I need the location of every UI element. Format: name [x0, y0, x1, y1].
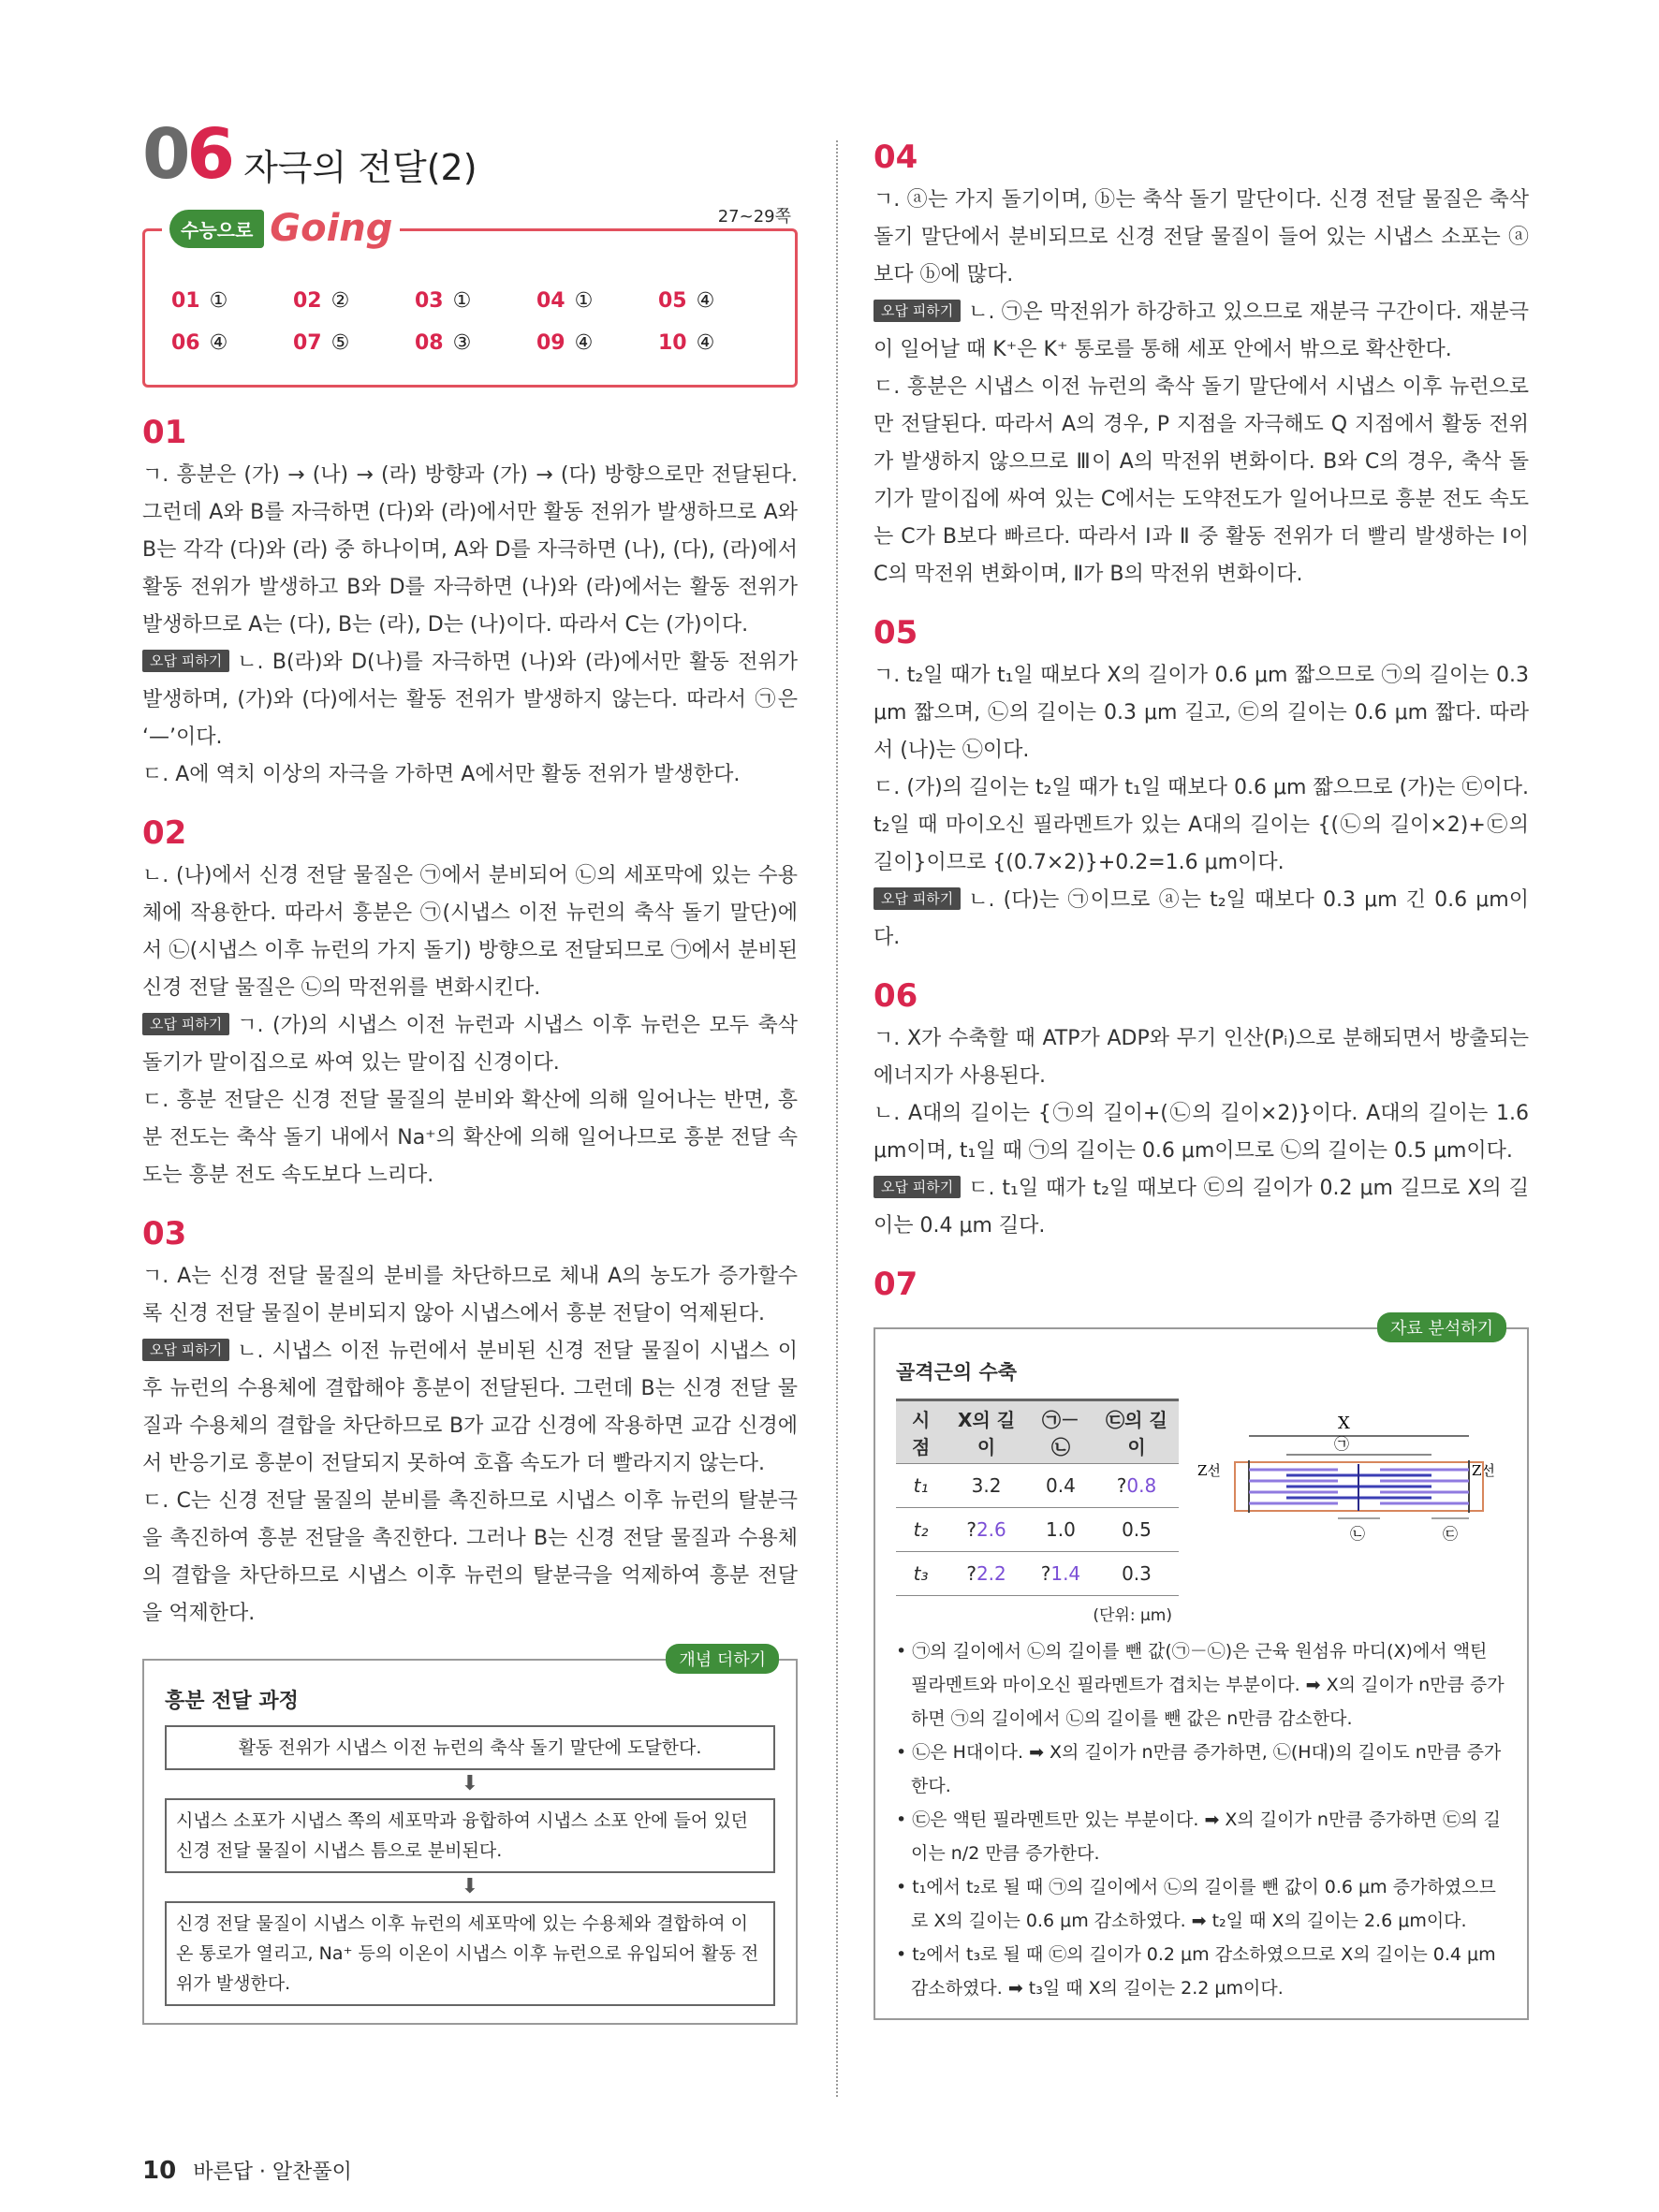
table-header: X의 길이 [946, 1400, 1027, 1464]
question-07: 07 자료 분석하기 골격근의 수축 시점 X의 길이 ㉠－㉡ ㉢의 길이 t₁ 3.2 0.4 ?0.8 t₂ ?2.6 1.0 0.5 t₃ ?2.2 ?1.4 0.3 (단위: μm) X ㉠ Z선 Z선 ㉡ ㉢ • ㉠의 길이에서 ㉡의 길이를 뺀 값(㉠－㉡)은 근육 원섬유 마디(X)에서 액틴 필라멘트와 마이오신 필라멘트가 겹치는 부분이다. ➡ X의 길이가 n만큼 증가하면 ㉠의 길이에서 ㉡의 길이를 뺀 값은 n만큼 감소한다. • ㉡은 H대이다. ➡ X의 길이가 n만큼 증가하면, ㉡(H대)의 길이도 n만큼 증가한다. • ㉢은 액틴 필라멘트만 있는 부분이다. ➡ X의 길이가 n만큼 증가하면 ㉢의 길이는 n/2 만큼 증가한다. • t₁에서 t₂로 될 때 ㉠의 길이에서 ㉡의 길이를 뺀 값이 0.6 μm 증가하였으므로 X의 길이는 0.6 μm 감소하였다. ➡ t₂일 때 X의 길이는 2.6 μm이다. • t₂에서 t₃로 될 때 ㉢의 길이가 0.2 μm 감소하였으므로 X의 길이는 0.4 μm 감소하였다. ➡ t₃일 때 X의 길이는 2.2 μm이다. [874, 1266, 1529, 2020]
answer-grid [171, 289, 780, 355]
concept-title: 흥분 전달 과정 [165, 1690, 299, 1713]
table-row: t₁ 3.2 0.4 ?0.8 [896, 1464, 1179, 1508]
analysis-bullet: • t₂에서 t₃로 될 때 ㉢의 길이가 0.2 μm 감소하였으므로 X의 길이는 0.4 μm 감소하였다. ➡ t₃일 때 X의 길이는 2.2 μm이다. [896, 1944, 1496, 1999]
down-arrow-icon: ⬇ [461, 1772, 479, 1795]
answer-box [142, 207, 798, 388]
analysis-bullet: • ㉢은 액틴 필라멘트만 있는 부분이다. ➡ X의 길이가 n만큼 증가하면 ㉢의 길이는 n/2 만큼 증가한다. [896, 1809, 1501, 1864]
contraction-table [896, 1399, 1179, 1596]
answer-item: 09 ④ [536, 331, 594, 355]
answer-item: 07 ⑤ [293, 331, 350, 355]
question-02: 02 ㄴ. (나)에서 신경 전달 물질은 ㉠에서 분비되어 ㉡의 세포막에 있는 수용체에 작용한다. 따라서 흥분은 ㉠(시냅스 이전 뉴런의 축삭 돌기 말단)에서 ㉡(시냅스 이후 뉴런의 가지 돌기) 방향으로 전달되므로 ㉠에서 분비된 신경 전달 물질은 ㉡의 막전위를 변화시킨다. 오답 피하기 ㄱ. (가)의 시냅스 이전 뉴런과 시냅스 이후 뉴런은 모두 축삭 돌기가 말이집으로 싸여 있는 말이집 신경이다. ㄷ. 흥분 전달은 신경 전달 물질의 분비와 확산에 의해 일어나는 반면, 흥분 전도는 축삭 돌기 내에서 Na⁺의 확산에 의해 일어나므로 흥분 전달 속도는 흥분 전도 속도보다 느리다. [142, 814, 798, 1187]
concept-box [142, 1650, 798, 2025]
data-analysis-tab: 자료 분석하기 [1377, 1312, 1506, 1342]
a-label: ㉠ [1334, 1435, 1350, 1453]
concept-step-3: 신경 전달 물질이 시냅스 이후 뉴런의 세포막에 있는 수용체와 결합하여 이온 통로가 열리고, Na⁺ 등의 이온이 시냅스 이후 뉴런으로 유입되어 활동 전위가 발생한다. [165, 1901, 775, 2006]
answer-item: 01 ① [171, 289, 228, 313]
question-06: 06 ㄱ. X가 수축할 때 ATP가 ADP와 무기 인산(Pᵢ)으로 분해되면서 방출되는 에너지가 사용된다. ㄴ. A대의 길이는 {㉠의 길이+(㉡의 길이×2)}이다. A대의 길이는 1.6 μm이며, t₁일 때 ㉠의 길이는 0.6 μm이므로 ㉡의 길이는 0.5 μm이다. 오답 피하기 ㄷ. t₁일 때가 t₂일 때보다 ㉢의 길이가 0.2 μm 길므로 X의 길이는 0.4 μm 길다. [874, 977, 1529, 1238]
down-arrow-icon: ⬇ [461, 1875, 479, 1898]
wrong-avoid-tag: 오답 피하기 [874, 887, 961, 910]
unit-number: 06 [142, 114, 231, 195]
question-03: 03 ㄱ. A는 신경 전달 물질의 분비를 차단하므로 체내 A의 농도가 증가할수록 신경 전달 물질이 분비되지 않아 시냅스에서 흥분 전달이 억제된다. 오답 피하기 ㄴ. 시냅스 이전 뉴런에서 분비된 신경 전달 물질이 시냅스 이후 뉴런의 수용체에 결합해야 흥분이 전달된다. 그런데 B는 신경 전달 물질과 수용체의 결합을 차단하므로 B가 교감 신경에 작용하면 교감 신경에서 반응기로 흥분이 전달되지 못하여 호흡 속도가 더 빨라지지 않는다. ㄷ. C는 신경 전달 물질의 분비를 촉진하므로 시냅스 이후 뉴런의 탈분극을 촉진하여 흥분 전달을 촉진한다. 그러나 B는 신경 전달 물질과 수용체의 결합을 차단하므로 시냅스 이후 뉴런의 탈분극을 억제하여 흥분 전달을 억제한다. [142, 1215, 798, 1625]
page-footer [142, 2156, 352, 2185]
wrong-avoid-tag: 오답 피하기 [874, 300, 961, 322]
answer-item: 08 ③ [415, 331, 472, 355]
table-row: t₃ ?2.2 ?1.4 0.3 [896, 1552, 1179, 1596]
concept-step-1: 활동 전위가 시냅스 이전 뉴런의 축삭 돌기 말단에 도달한다. [165, 1725, 775, 1770]
x-label: X [1338, 1414, 1350, 1433]
going-badge: 수능으로 Going [162, 207, 400, 250]
sarcomere-diagram [1197, 1408, 1506, 1548]
wrong-avoid-tag: 오답 피하기 [142, 650, 229, 672]
answer-item: 05 ④ [658, 289, 715, 313]
table-header: 시점 [896, 1400, 946, 1464]
table-header: ㉢의 길이 [1094, 1400, 1179, 1464]
question-05: 05 ㄱ. t₂일 때가 t₁일 때보다 X의 길이가 0.6 μm 짧으므로 ㉠의 길이는 0.3 μm 짧으며, ㉡의 길이는 0.3 μm 길고, ㉢의 길이는 0.6 μm 짧다. 따라서 (나)는 ㉡이다. ㄷ. (가)의 길이는 t₂일 때가 t₁일 때보다 0.6 μm 짧으므로 (가)는 ㉢이다. t₂일 때 마이오신 필라멘트가 있는 A대의 길이는 {(㉡의 길이×2)+㉢의 길이}이므로 {(0.7×2)}+0.2=1.6 μm이다. 오답 피하기 ㄴ. (다)는 ㉠이므로 ⓐ는 t₂일 때보다 0.3 μm 긴 0.6 μm이다. [874, 614, 1529, 949]
analysis-bullet: • ㉡은 H대이다. ➡ X의 길이가 n만큼 증가하면, ㉡(H대)의 길이도 n만큼 증가한다. [896, 1742, 1502, 1796]
data-analysis-box [874, 1319, 1529, 2020]
data-title: 골격근의 수축 [896, 1361, 1018, 1384]
table-unit: (단위: μm) [1093, 1606, 1172, 1625]
wrong-avoid-tag: 오답 피하기 [142, 1013, 229, 1035]
answer-item: 10 ④ [658, 331, 715, 355]
answer-item: 03 ① [415, 289, 472, 313]
table-row: t₂ ?2.6 1.0 0.5 [896, 1508, 1179, 1552]
answer-item: 02 ② [293, 289, 350, 313]
table-header: ㉠－㉡ [1027, 1400, 1094, 1464]
wrong-avoid-tag: 오답 피하기 [142, 1339, 229, 1361]
page-number: 10 [142, 2157, 177, 2185]
question-04: 04 ㄱ. ⓐ는 가지 돌기이며, ⓑ는 축삭 돌기 말단이다. 신경 전달 물질은 축삭 돌기 말단에서 분비되므로 신경 전달 물질이 들어 있는 시냅스 소포는 ⓐ보다 ⓑ에 많다. 오답 피하기 ㄴ. ㉠은 막전위가 하강하고 있으므로 재분극 구간이다. 재분극이 일어날 때 K⁺은 K⁺ 통로를 통해 세포 안에서 밖으로 확산한다. ㄷ. 흥분은 시냅스 이전 뉴런의 축삭 돌기 말단에서 시냅스 이후 뉴런으로만 전달된다. 따라서 A의 경우, P 지점을 자극해도 Q 지점에서 활동 전위가 발생하지 않으므로 Ⅲ이 A의 막전위 변화이다. B와 C의 경우, 축삭 돌기가 말이집에 싸여 있는 C에서는 도약전도가 일어나므로 흥분 전도 속도는 C가 B보다 빠르다. 따라서 Ⅰ과 Ⅱ 중 활동 전위가 더 빨리 발생하는 Ⅰ이 C의 막전위 변화이며, Ⅱ가 B의 막전위 변화이다. [874, 139, 1529, 586]
concept-tab: 개념 더하기 [666, 1644, 779, 1674]
z-left-label: Z선 [1197, 1462, 1221, 1479]
c-label: ㉢ [1443, 1525, 1459, 1543]
analysis-bullet: • t₁에서 t₂로 될 때 ㉠의 길이에서 ㉡의 길이를 뺀 값이 0.6 μm 증가하였으므로 X의 길이는 0.6 μm 감소하였다. ➡ t₂일 때 X의 길이는 2.6 μm이다. [896, 1877, 1496, 1931]
right-column [874, 139, 1529, 2020]
analysis-bullet: • ㉠의 길이에서 ㉡의 길이를 뺀 값(㉠－㉡)은 근육 원섬유 마디(X)에서 액틴 필라멘트와 마이오신 필라멘트가 겹치는 부분이다. ➡ X의 길이가 n만큼 증가하면 ㉠의 길이에서 ㉡의 길이를 뺀 값은 n만큼 감소한다. [896, 1641, 1505, 1729]
question-01: 01 ㄱ. 흥분은 (가) → (나) → (라) 방향과 (가) → (다) 방향으로만 전달된다. 그런데 A와 B를 자극하면 (다)와 (라)에서만 활동 전위가 발생하므로 A와 B는 각각 (다)와 (라) 중 하나이며, A와 D를 자극하면 (나), (다), (라)에서 활동 전위가 발생하고 B와 D를 자극하면 (나)와 (라)에서는 활동 전위가 발생하므로 A는 (다), B는 (라), D는 (나)이다. 따라서 C는 (가)이다. 오답 피하기 ㄴ. B(라)와 D(나)를 자극하면 (나)와 (라)에서만 활동 전위가 발생하며, (가)와 (다)에서는 활동 전위가 발생하지 않는다. 따라서 ㉠은 ‘—’이다. ㄷ. A에 역치 이상의 자극을 가하면 A에서만 활동 전위가 발생한다. [142, 414, 798, 786]
left-column [142, 393, 798, 2025]
answer-item: 06 ④ [171, 331, 228, 355]
concept-step-2: 시냅스 소포가 시냅스 쪽의 세포막과 융합하여 시냅스 소포 안에 들어 있던 신경 전달 물질이 시냅스 틈으로 분비된다. [165, 1798, 775, 1873]
unit-header [142, 114, 477, 197]
answer-item: 04 ① [536, 289, 594, 313]
footer-label: 바른답 · 알찬풀이 [193, 2161, 352, 2184]
column-divider [836, 140, 838, 2097]
analysis-bullets [896, 1634, 1506, 2005]
wrong-avoid-tag: 오답 피하기 [874, 1176, 961, 1198]
z-right-label: Z선 [1472, 1462, 1495, 1479]
unit-title: 자극의 전달(2) [243, 147, 477, 188]
b-label: ㉡ [1350, 1525, 1366, 1543]
going-pages: 27~29쪽 [714, 203, 795, 227]
